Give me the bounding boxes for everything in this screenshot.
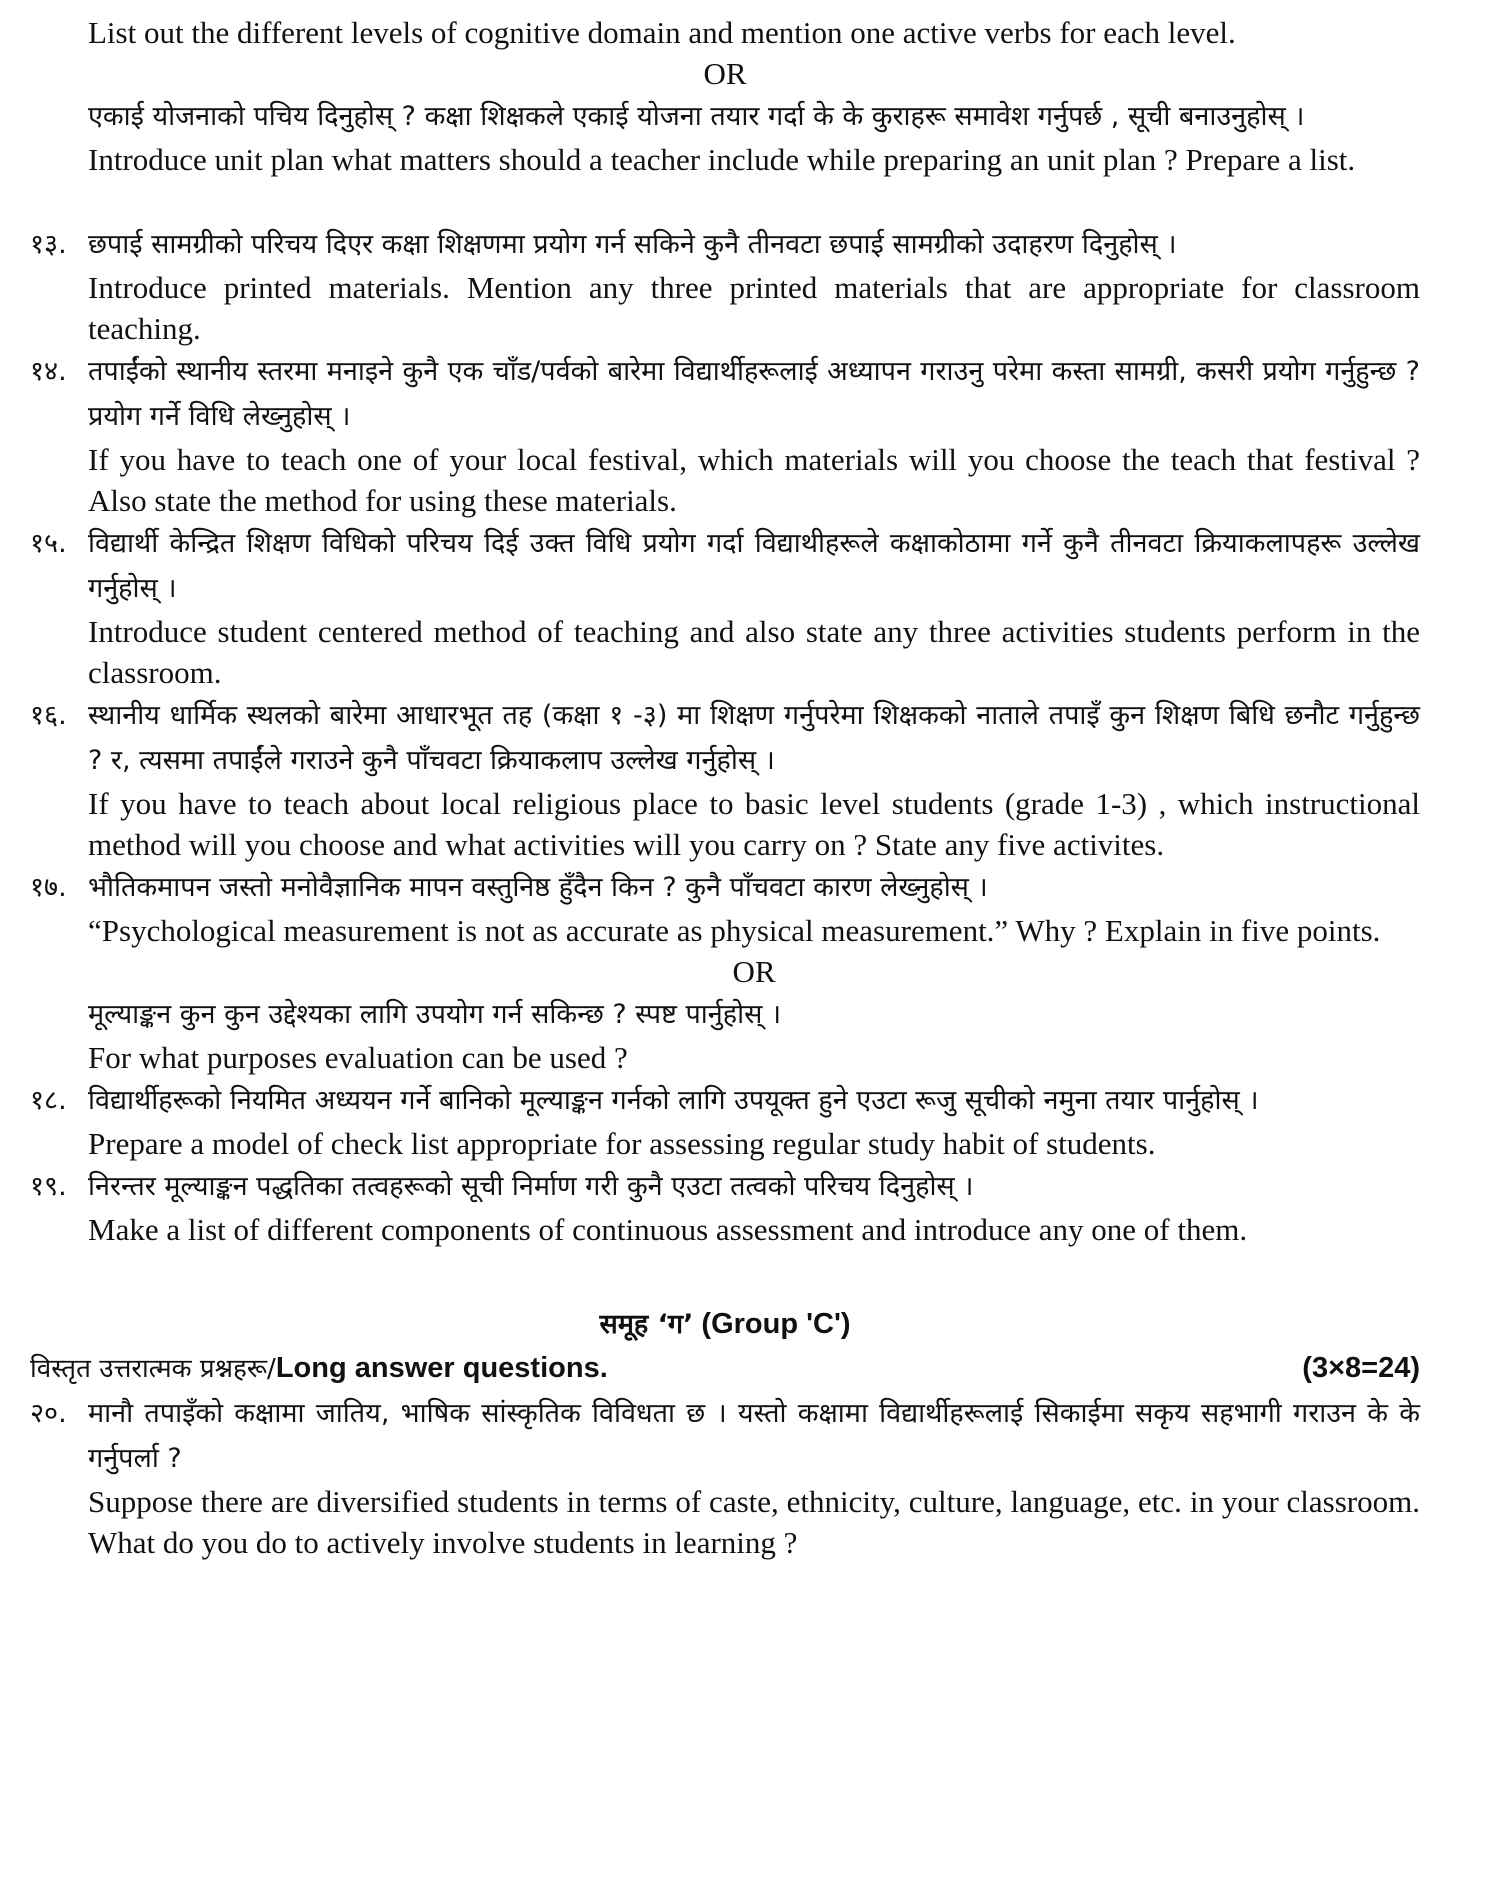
- question-english: If you have to teach about local religious place to basic level students (grade 1-3) , which instructional method will you choose and what activities will you carry on ? State any five activites.: [88, 786, 1420, 862]
- question-number: १७.: [30, 872, 67, 903]
- question-english: Make a list of different components of continuous assessment and introduce any one of them.: [88, 1212, 1248, 1247]
- section-heading: [30, 1347, 1420, 1391]
- question-alt-english: For what purposes evaluation can be used ?: [88, 1040, 628, 1075]
- question-number: २०.: [30, 1398, 67, 1429]
- question-number: १९.: [30, 1171, 67, 1202]
- section-heading-english: Long answer questions.: [275, 1352, 608, 1384]
- question-number: १३.: [30, 229, 67, 260]
- question-english: Prepare a model of check list appropriate for assessing regular study habit of students.: [88, 1126, 1156, 1161]
- question-13: [30, 222, 1420, 349]
- or-separator: OR: [703, 56, 747, 91]
- spacer: [30, 1250, 1420, 1302]
- question-number: १८.: [30, 1085, 67, 1116]
- section-heading-nepali: विस्तृत उत्तरात्मक प्रश्नहरू/: [30, 1354, 276, 1384]
- question-16: [30, 693, 1420, 865]
- q12-part-a-english: List out the different levels of cognitive domain and mention one active verbs for each level.: [88, 15, 1236, 50]
- question-nepali: विद्यार्थी केन्द्रित शिक्षण विधिको परिचय दिई उक्त विधि प्रयोग गर्दा विद्याथीहरूले कक्षाकोठामा गर्ने कुनै तीनवटा क्रियाकलापहरू उल्लेख गर्नुहोस् ।: [88, 528, 1420, 604]
- question-nepali: स्थानीय धार्मिक स्थलको बारेमा आधारभूत तह (कक्षा १ -३) मा शिक्षण गर्नुपरेमा शिक्षकको नाताले तपाइँ कुन शिक्षण बिधि छनौट गर्नुहुन्छ ? र, त्यसमा तपाईंले गराउने कुनै पाँचवटा क्रियाकलाप उल्लेख गर्नुहोस् ।: [88, 700, 1420, 776]
- question-17: [30, 865, 1420, 1078]
- question-nepali: तपाईंको स्थानीय स्तरमा मनाइने कुनै एक चाँड/पर्वको बारेमा विद्यार्थीहरूलाई अध्यापन गराउनु परेमा कस्ता सामग्री, कसरी प्रयोग गर्नुहुन्छ ? प्रयोग गर्ने विधि लेख्नुहोस् ।: [88, 356, 1420, 432]
- question-20: [30, 1391, 1420, 1563]
- q12-part-b-english: Introduce unit plan what matters should a teacher include while preparing an unit plan ? Prepare a list.: [88, 142, 1356, 177]
- section-heading-text: [30, 1347, 608, 1391]
- question-alt-nepali: मूल्याङ्कन कुन कुन उद्देश्यका लागि उपयोग गर्न सकिन्छ ? स्पष्ट पार्नुहोस् ।: [88, 999, 782, 1030]
- question-nepali: विद्यार्थीहरूको नियमित अध्ययन गर्ने बानिको मूल्याङ्कन गर्नको लागि उपयूक्त हुने एउटा रूजु सूचीको नमुना तयार पार्नुहोस् ।: [88, 1085, 1259, 1116]
- question-number: १४.: [30, 356, 67, 387]
- question-19: [30, 1164, 1420, 1250]
- group-c-title: [30, 1302, 1420, 1347]
- question-nepali: मानौ तपाइँको कक्षामा जातिय, भाषिक सांस्कृतिक विविधता छ । यस्तो कक्षामा विद्यार्थीहरूलाई सिकाईमा सकृय सहभागी गराउन के के गर्नुपर्ला ?: [88, 1398, 1420, 1474]
- question-14: [30, 349, 1420, 521]
- question-number: १६.: [30, 700, 67, 731]
- question-english: “Psychological measurement is not as accurate as physical measurement.” Why ? Explain in five points.: [88, 913, 1381, 948]
- question-english: Introduce student centered method of teaching and also state any three activities students perform in the classroom.: [88, 614, 1420, 690]
- question-nepali: भौतिकमापन जस्तो मनोवैज्ञानिक मापन वस्तुनिष्ठ हुँदैन किन ? कुनै पाँचवटा कारण लेख्नुहोस् ।: [88, 872, 988, 903]
- question-18: [30, 1078, 1420, 1164]
- spacer: [30, 180, 1420, 222]
- question-number: १५.: [30, 528, 67, 559]
- question-english: If you have to teach one of your local festival, which materials will you choose the teach that festival ? Also state the method for using these materials.: [88, 442, 1420, 518]
- group-title-english: (Group 'C'): [701, 1308, 851, 1340]
- marks-allocation: (3×8=24): [1302, 1352, 1420, 1384]
- group-title-nepali: समूह ‘ग’: [599, 1309, 694, 1340]
- question-nepali: छपाई सामग्रीको परिचय दिएर कक्षा शिक्षणमा प्रयोग गर्न सकिने कुनै तीनवटा छपाई सामग्रीको उदाहरण दिनुहोस् ।: [88, 229, 1177, 260]
- question-15: [30, 521, 1420, 693]
- question-english: Introduce printed materials. Mention any three printed materials that are appropriate for classroom teaching.: [88, 270, 1420, 346]
- question-english: Suppose there are diversified students in terms of caste, ethnicity, culture, language, etc. in your classroom. What do you do to actively involve students in learning ?: [88, 1484, 1420, 1560]
- q12-part-b-nepali: एकाई योजनाको पचिय दिनुहोस् ? कक्षा शिक्षकले एकाई योजना तयार गर्दा के के कुराहरू समावेश गर्नुपर्छ , सूची बनाउनुहोस् ।: [88, 101, 1305, 132]
- question-nepali: निरन्तर मूल्याङ्कन पद्धतिका तत्वहरूको सूची निर्माण गरी कुनै एउटा तत्वको परिचय दिनुहोस् ।: [88, 1171, 974, 1202]
- or-separator: OR: [732, 954, 776, 989]
